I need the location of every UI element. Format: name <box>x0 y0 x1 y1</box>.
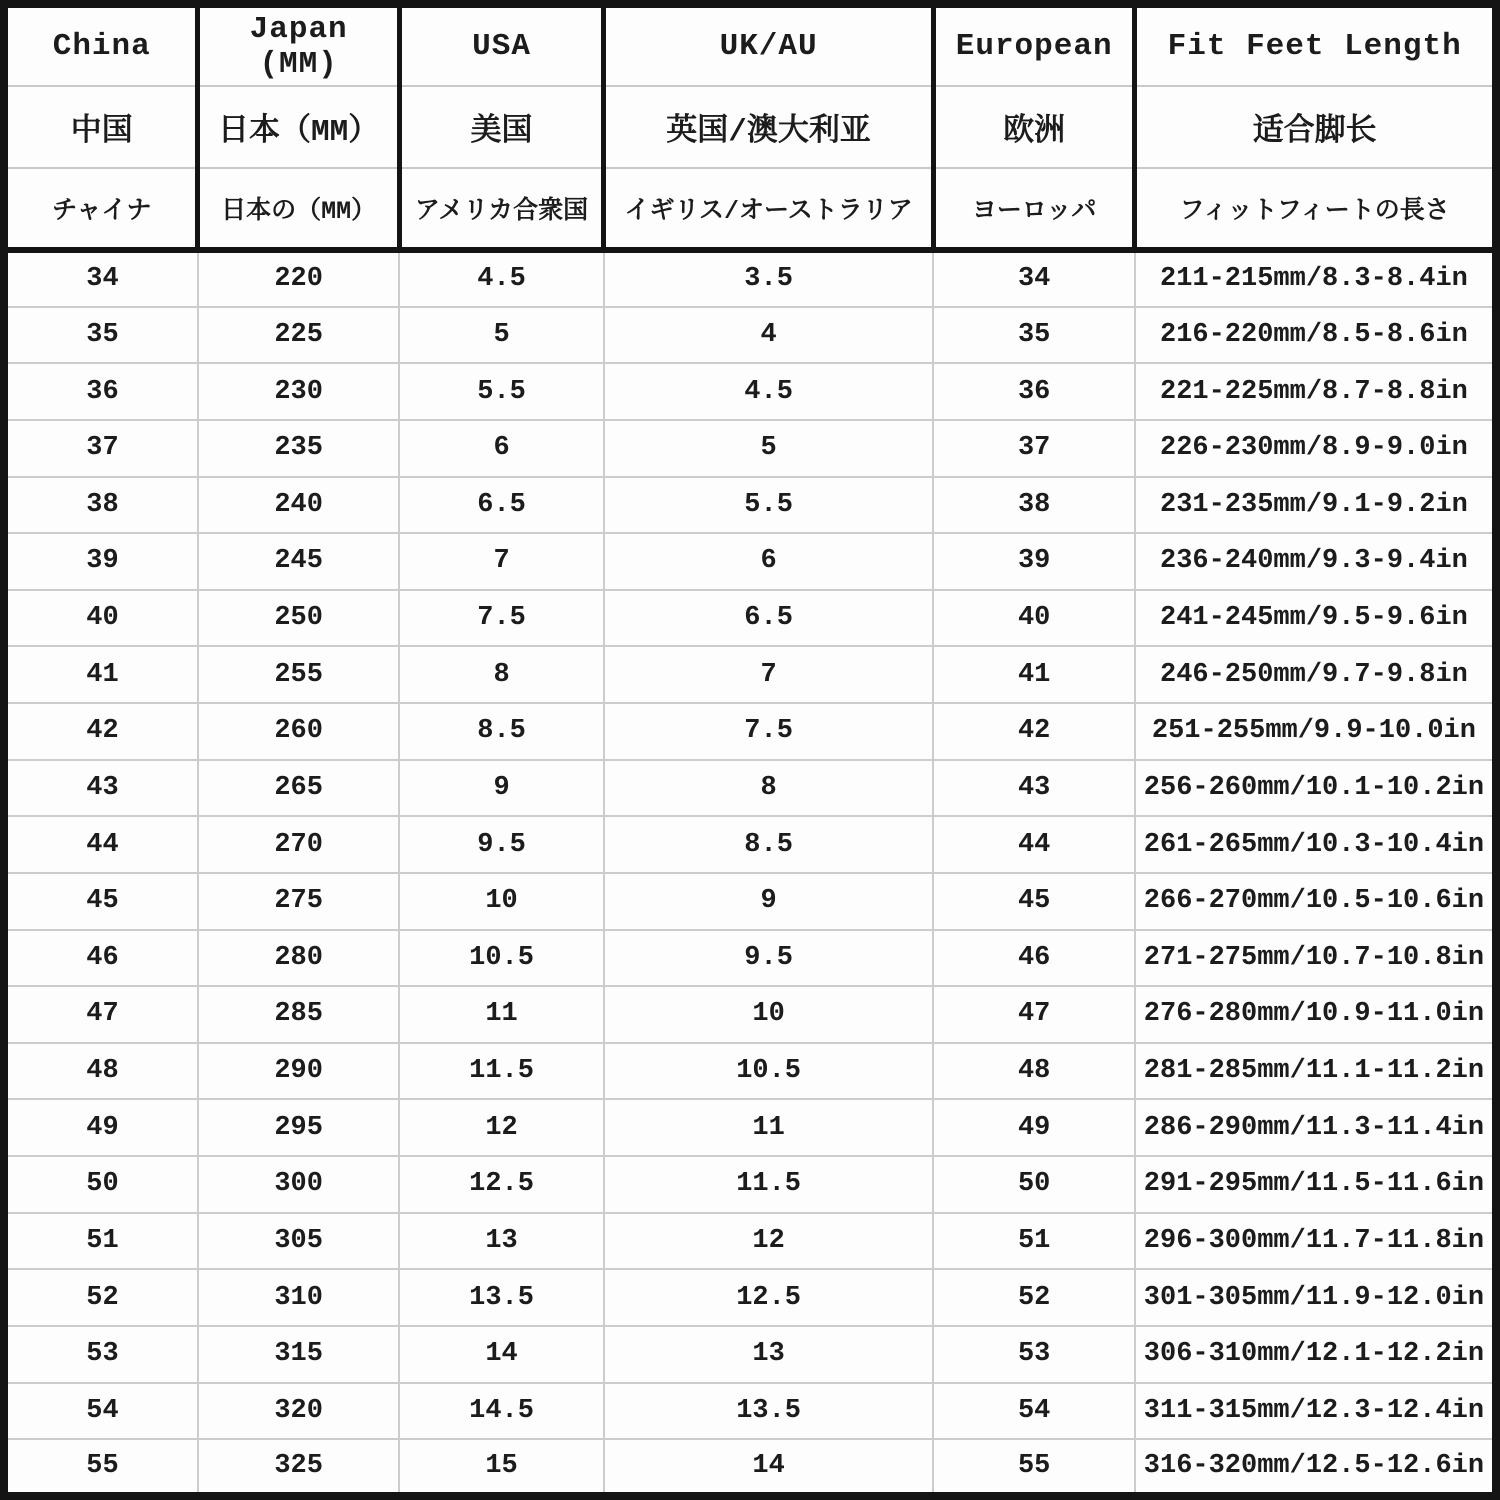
cell-european: 53 <box>933 1326 1134 1383</box>
cell-usa: 9.5 <box>399 816 603 873</box>
header-usa-en: USA <box>399 4 603 86</box>
header-european-ja: ヨーロッパ <box>933 168 1134 250</box>
cell-fit_feet_length: 296-300mm/11.7-11.8in <box>1135 1213 1496 1270</box>
cell-european: 42 <box>933 703 1134 760</box>
cell-china: 52 <box>4 1269 198 1326</box>
cell-china: 51 <box>4 1213 198 1270</box>
cell-usa: 15 <box>399 1439 603 1496</box>
cell-china: 53 <box>4 1326 198 1383</box>
cell-usa: 13.5 <box>399 1269 603 1326</box>
cell-european: 43 <box>933 760 1134 817</box>
cell-european: 54 <box>933 1383 1134 1440</box>
cell-japan_mm: 240 <box>198 477 399 534</box>
cell-china: 47 <box>4 986 198 1043</box>
header-row-zh <box>4 86 1496 168</box>
cell-japan_mm: 250 <box>198 590 399 647</box>
cell-fit_feet_length: 286-290mm/11.3-11.4in <box>1135 1099 1496 1156</box>
cell-european: 35 <box>933 307 1134 364</box>
cell-european: 44 <box>933 816 1134 873</box>
cell-japan_mm: 230 <box>198 363 399 420</box>
cell-china: 35 <box>4 307 198 364</box>
cell-european: 46 <box>933 930 1134 987</box>
cell-japan_mm: 260 <box>198 703 399 760</box>
cell-fit_feet_length: 221-225mm/8.7-8.8in <box>1135 363 1496 420</box>
table-row <box>4 1213 1496 1270</box>
cell-usa: 6.5 <box>399 477 603 534</box>
cell-china: 38 <box>4 477 198 534</box>
cell-china: 46 <box>4 930 198 987</box>
cell-fit_feet_length: 231-235mm/9.1-9.2in <box>1135 477 1496 534</box>
cell-china: 54 <box>4 1383 198 1440</box>
cell-uk_au: 7.5 <box>604 703 934 760</box>
table-row <box>4 1383 1496 1440</box>
table-row <box>4 590 1496 647</box>
cell-european: 47 <box>933 986 1134 1043</box>
cell-usa: 11.5 <box>399 1043 603 1100</box>
cell-european: 38 <box>933 477 1134 534</box>
cell-uk_au: 9.5 <box>604 930 934 987</box>
cell-japan_mm: 270 <box>198 816 399 873</box>
cell-uk_au: 3.5 <box>604 250 934 307</box>
cell-china: 36 <box>4 363 198 420</box>
cell-uk_au: 6 <box>604 533 934 590</box>
cell-european: 45 <box>933 873 1134 930</box>
table-row <box>4 703 1496 760</box>
cell-european: 48 <box>933 1043 1134 1100</box>
cell-usa: 6 <box>399 420 603 477</box>
cell-usa: 14 <box>399 1326 603 1383</box>
cell-china: 42 <box>4 703 198 760</box>
cell-china: 37 <box>4 420 198 477</box>
cell-fit_feet_length: 216-220mm/8.5-8.6in <box>1135 307 1496 364</box>
cell-china: 34 <box>4 250 198 307</box>
header-fit_feet_length-ja: フィットフィートの長さ <box>1135 168 1496 250</box>
cell-fit_feet_length: 266-270mm/10.5-10.6in <box>1135 873 1496 930</box>
header-japan_mm-en: Japan (MM) <box>198 4 399 86</box>
cell-japan_mm: 275 <box>198 873 399 930</box>
cell-fit_feet_length: 301-305mm/11.9-12.0in <box>1135 1269 1496 1326</box>
header-uk_au-zh: 英国/澳大利亚 <box>604 86 934 168</box>
cell-fit_feet_length: 241-245mm/9.5-9.6in <box>1135 590 1496 647</box>
header-fit_feet_length-zh: 适合脚长 <box>1135 86 1496 168</box>
header-china-zh: 中国 <box>4 86 198 168</box>
table-row <box>4 930 1496 987</box>
header-china-en: China <box>4 4 198 86</box>
cell-uk_au: 7 <box>604 646 934 703</box>
cell-usa: 8 <box>399 646 603 703</box>
cell-japan_mm: 225 <box>198 307 399 364</box>
cell-uk_au: 4.5 <box>604 363 934 420</box>
table-row <box>4 1269 1496 1326</box>
table-row <box>4 1326 1496 1383</box>
cell-european: 52 <box>933 1269 1134 1326</box>
cell-uk_au: 5.5 <box>604 477 934 534</box>
cell-japan_mm: 285 <box>198 986 399 1043</box>
cell-japan_mm: 245 <box>198 533 399 590</box>
cell-usa: 14.5 <box>399 1383 603 1440</box>
table-row <box>4 307 1496 364</box>
cell-usa: 12.5 <box>399 1156 603 1213</box>
header-european-en: European <box>933 4 1134 86</box>
cell-uk_au: 10.5 <box>604 1043 934 1100</box>
cell-japan_mm: 220 <box>198 250 399 307</box>
cell-fit_feet_length: 291-295mm/11.5-11.6in <box>1135 1156 1496 1213</box>
table-row <box>4 1439 1496 1496</box>
cell-china: 48 <box>4 1043 198 1100</box>
cell-uk_au: 9 <box>604 873 934 930</box>
header-japan_mm-ja: 日本の（MM） <box>198 168 399 250</box>
table-row <box>4 477 1496 534</box>
table-row <box>4 533 1496 590</box>
cell-uk_au: 13.5 <box>604 1383 934 1440</box>
table-row <box>4 1156 1496 1213</box>
cell-fit_feet_length: 251-255mm/9.9-10.0in <box>1135 703 1496 760</box>
table-row <box>4 873 1496 930</box>
cell-usa: 13 <box>399 1213 603 1270</box>
cell-japan_mm: 310 <box>198 1269 399 1326</box>
cell-european: 34 <box>933 250 1134 307</box>
cell-fit_feet_length: 246-250mm/9.7-9.8in <box>1135 646 1496 703</box>
cell-usa: 11 <box>399 986 603 1043</box>
cell-uk_au: 11.5 <box>604 1156 934 1213</box>
cell-japan_mm: 325 <box>198 1439 399 1496</box>
cell-fit_feet_length: 316-320mm/12.5-12.6in <box>1135 1439 1496 1496</box>
cell-japan_mm: 255 <box>198 646 399 703</box>
cell-usa: 7 <box>399 533 603 590</box>
cell-china: 40 <box>4 590 198 647</box>
cell-china: 41 <box>4 646 198 703</box>
cell-usa: 4.5 <box>399 250 603 307</box>
cell-japan_mm: 265 <box>198 760 399 817</box>
cell-european: 40 <box>933 590 1134 647</box>
cell-european: 41 <box>933 646 1134 703</box>
table-row <box>4 986 1496 1043</box>
cell-japan_mm: 295 <box>198 1099 399 1156</box>
cell-fit_feet_length: 226-230mm/8.9-9.0in <box>1135 420 1496 477</box>
header-fit_feet_length-en: Fit Feet Length <box>1135 4 1496 86</box>
table-row <box>4 646 1496 703</box>
cell-fit_feet_length: 306-310mm/12.1-12.2in <box>1135 1326 1496 1383</box>
cell-china: 50 <box>4 1156 198 1213</box>
header-usa-ja: アメリカ合衆国 <box>399 168 603 250</box>
header-china-ja: チャイナ <box>4 168 198 250</box>
cell-uk_au: 10 <box>604 986 934 1043</box>
table-row <box>4 1099 1496 1156</box>
cell-uk_au: 8.5 <box>604 816 934 873</box>
header-japan_mm-zh: 日本（MM） <box>198 86 399 168</box>
cell-fit_feet_length: 261-265mm/10.3-10.4in <box>1135 816 1496 873</box>
cell-uk_au: 6.5 <box>604 590 934 647</box>
table-row <box>4 250 1496 307</box>
size-chart-header <box>4 4 1496 250</box>
cell-fit_feet_length: 311-315mm/12.3-12.4in <box>1135 1383 1496 1440</box>
cell-china: 39 <box>4 533 198 590</box>
cell-european: 39 <box>933 533 1134 590</box>
cell-uk_au: 5 <box>604 420 934 477</box>
cell-uk_au: 4 <box>604 307 934 364</box>
table-row <box>4 363 1496 420</box>
header-uk_au-en: UK/AU <box>604 4 934 86</box>
cell-japan_mm: 290 <box>198 1043 399 1100</box>
cell-fit_feet_length: 211-215mm/8.3-8.4in <box>1135 250 1496 307</box>
cell-european: 37 <box>933 420 1134 477</box>
table-row <box>4 760 1496 817</box>
header-usa-zh: 美国 <box>399 86 603 168</box>
cell-usa: 12 <box>399 1099 603 1156</box>
cell-uk_au: 12 <box>604 1213 934 1270</box>
cell-china: 45 <box>4 873 198 930</box>
cell-uk_au: 14 <box>604 1439 934 1496</box>
table-row <box>4 420 1496 477</box>
cell-usa: 7.5 <box>399 590 603 647</box>
cell-usa: 5.5 <box>399 363 603 420</box>
cell-usa: 10.5 <box>399 930 603 987</box>
cell-european: 51 <box>933 1213 1134 1270</box>
cell-fit_feet_length: 256-260mm/10.1-10.2in <box>1135 760 1496 817</box>
cell-fit_feet_length: 271-275mm/10.7-10.8in <box>1135 930 1496 987</box>
header-row-en <box>4 4 1496 86</box>
cell-uk_au: 8 <box>604 760 934 817</box>
cell-usa: 8.5 <box>399 703 603 760</box>
cell-japan_mm: 320 <box>198 1383 399 1440</box>
cell-japan_mm: 280 <box>198 930 399 987</box>
cell-fit_feet_length: 281-285mm/11.1-11.2in <box>1135 1043 1496 1100</box>
cell-uk_au: 11 <box>604 1099 934 1156</box>
cell-usa: 9 <box>399 760 603 817</box>
cell-uk_au: 13 <box>604 1326 934 1383</box>
header-european-zh: 欧洲 <box>933 86 1134 168</box>
header-row-ja <box>4 168 1496 250</box>
size-chart-body <box>4 250 1496 1496</box>
cell-japan_mm: 305 <box>198 1213 399 1270</box>
table-row <box>4 816 1496 873</box>
cell-china: 55 <box>4 1439 198 1496</box>
cell-european: 50 <box>933 1156 1134 1213</box>
cell-usa: 5 <box>399 307 603 364</box>
cell-japan_mm: 315 <box>198 1326 399 1383</box>
cell-china: 44 <box>4 816 198 873</box>
cell-china: 49 <box>4 1099 198 1156</box>
header-uk_au-ja: イギリス/オーストラリア <box>604 168 934 250</box>
cell-japan_mm: 235 <box>198 420 399 477</box>
cell-european: 49 <box>933 1099 1134 1156</box>
cell-european: 55 <box>933 1439 1134 1496</box>
cell-european: 36 <box>933 363 1134 420</box>
cell-fit_feet_length: 236-240mm/9.3-9.4in <box>1135 533 1496 590</box>
cell-fit_feet_length: 276-280mm/10.9-11.0in <box>1135 986 1496 1043</box>
table-row <box>4 1043 1496 1100</box>
cell-china: 43 <box>4 760 198 817</box>
cell-uk_au: 12.5 <box>604 1269 934 1326</box>
cell-usa: 10 <box>399 873 603 930</box>
cell-japan_mm: 300 <box>198 1156 399 1213</box>
